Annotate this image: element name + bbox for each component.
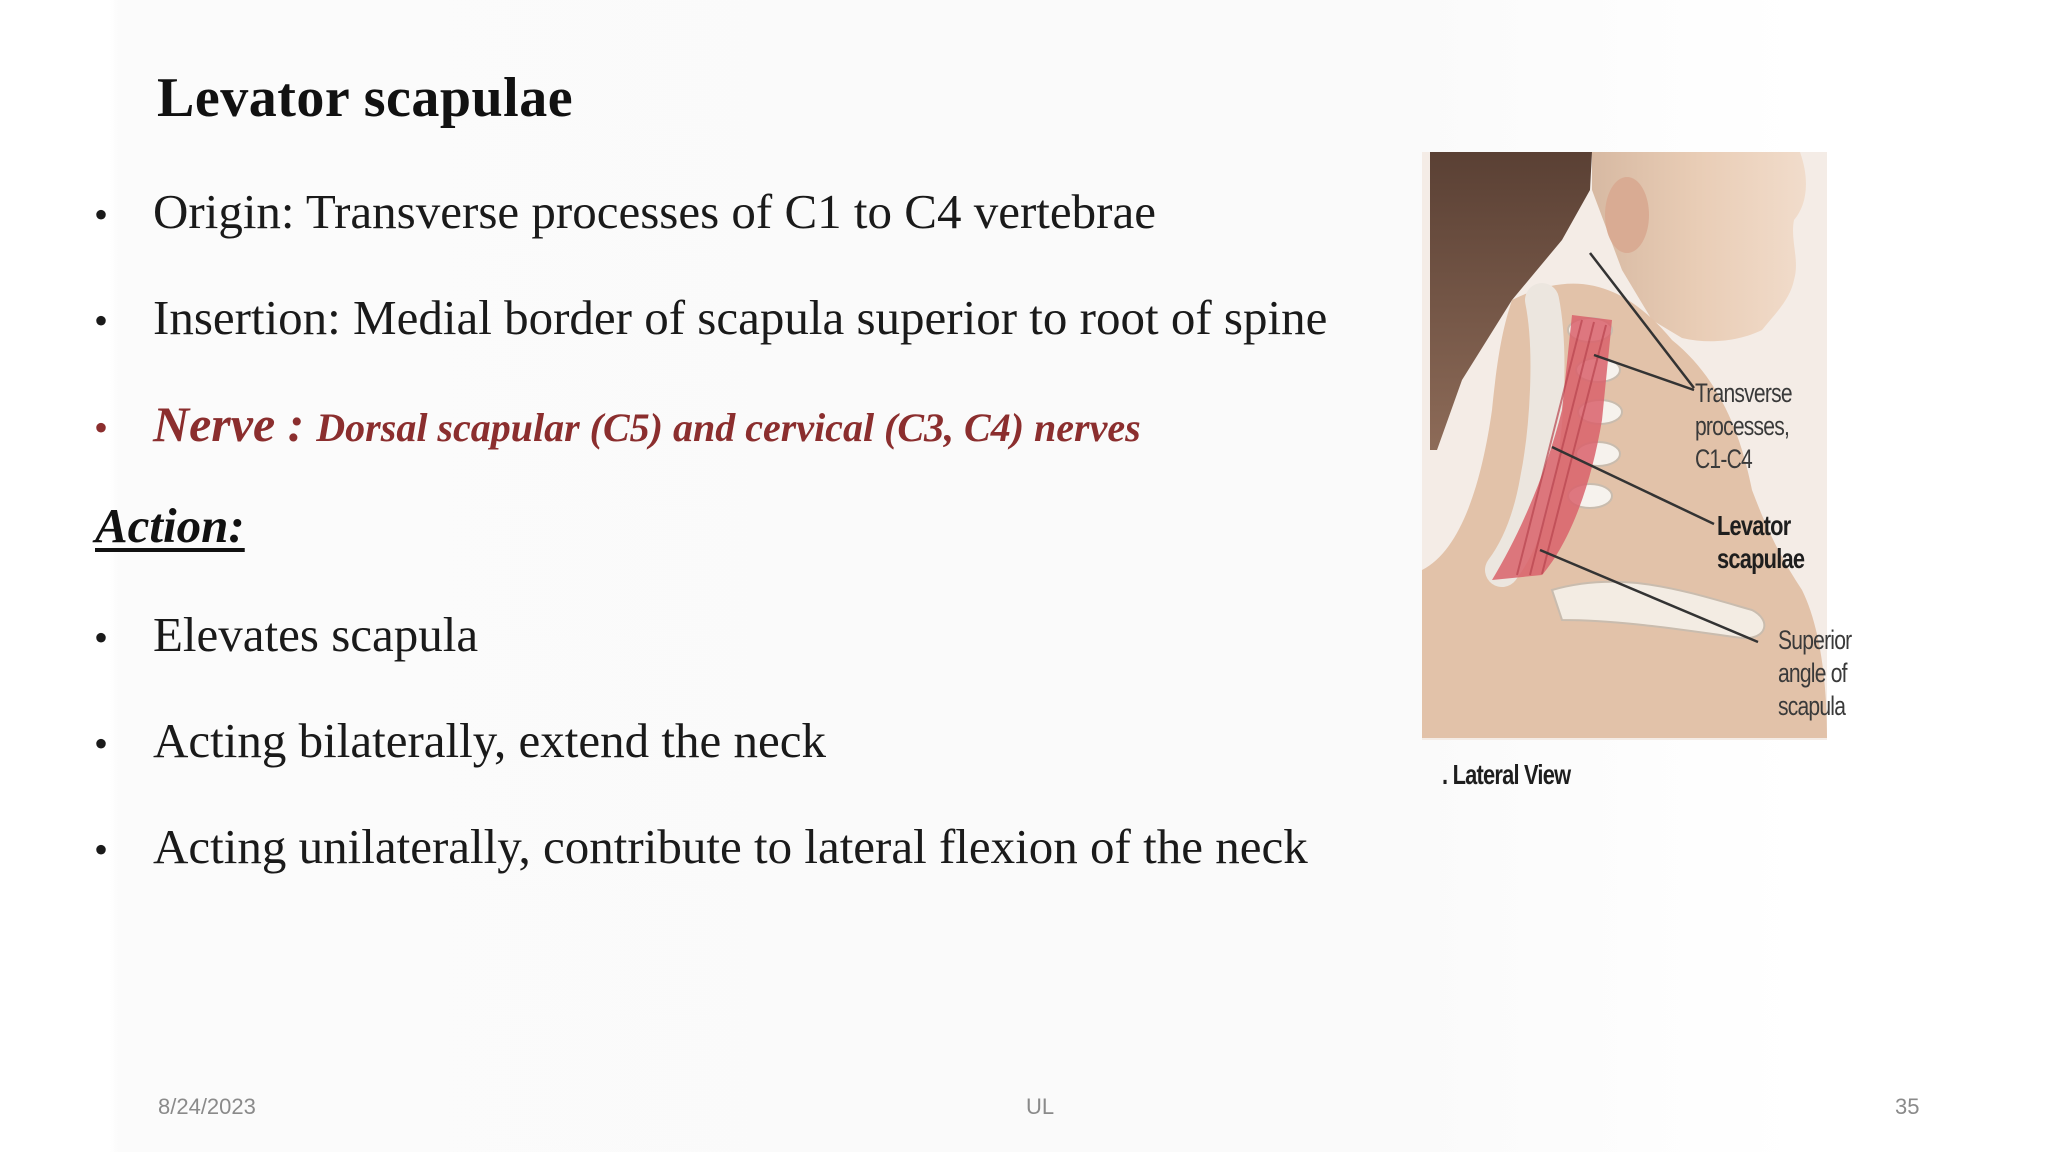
bullet-glyph: • [94, 721, 109, 766]
bullet-text: Elevates scapula [153, 607, 479, 662]
bullet-text: Acting unilaterally, contribute to lateral flexion of the neck [153, 819, 1308, 874]
anatomy-figure [1422, 150, 1892, 800]
bullet-bilateral [90, 712, 826, 769]
footer-center: UL [1026, 1094, 1055, 1119]
bullet-text: Insertion: Medial border of scapula superior to root of spine [153, 290, 1328, 345]
label-line: Superior [1778, 625, 1852, 655]
bullet-glyph: • [94, 298, 109, 343]
slide-title: Levator scapulae [157, 67, 574, 129]
figure-caption: . Lateral View [1442, 759, 1571, 790]
footer-date: 8/24/2023 [158, 1094, 256, 1119]
label-levator [1717, 509, 1804, 575]
bullet-origin [90, 183, 1156, 240]
bullet-unilateral [90, 818, 1308, 875]
nerve-heading: Nerve : [153, 396, 305, 452]
nerve-text: Dorsal scapular (C5) and cervical (C3, C4) nerves [316, 405, 1141, 450]
label-line: Levator [1717, 510, 1791, 541]
label-superior [1778, 624, 1851, 723]
bullet-glyph: • [94, 615, 109, 660]
label-line: angle of [1778, 658, 1847, 688]
bullet-glyph: • [94, 827, 109, 872]
label-line: C1-C4 [1695, 444, 1752, 474]
footer-page-number: 35 [1895, 1094, 1920, 1119]
action-heading: Action: [95, 498, 245, 553]
label-line: scapula [1778, 691, 1846, 721]
label-line: scapulae [1717, 543, 1805, 574]
bullet-text: Origin: Transverse processes of C1 to C4 vertebrae [153, 184, 1156, 239]
bullet-insertion [90, 289, 1327, 346]
ear-shape [1605, 177, 1649, 253]
label-line: Transverse [1695, 378, 1792, 408]
bullet-glyph: • [94, 192, 109, 237]
bullet-glyph: • [94, 405, 109, 450]
bullet-elevates [90, 606, 478, 663]
bullet-nerve [90, 395, 1141, 453]
label-line: processes, [1695, 411, 1790, 441]
bullet-text: Acting bilaterally, extend the neck [153, 713, 827, 768]
label-transverse [1695, 377, 1792, 476]
